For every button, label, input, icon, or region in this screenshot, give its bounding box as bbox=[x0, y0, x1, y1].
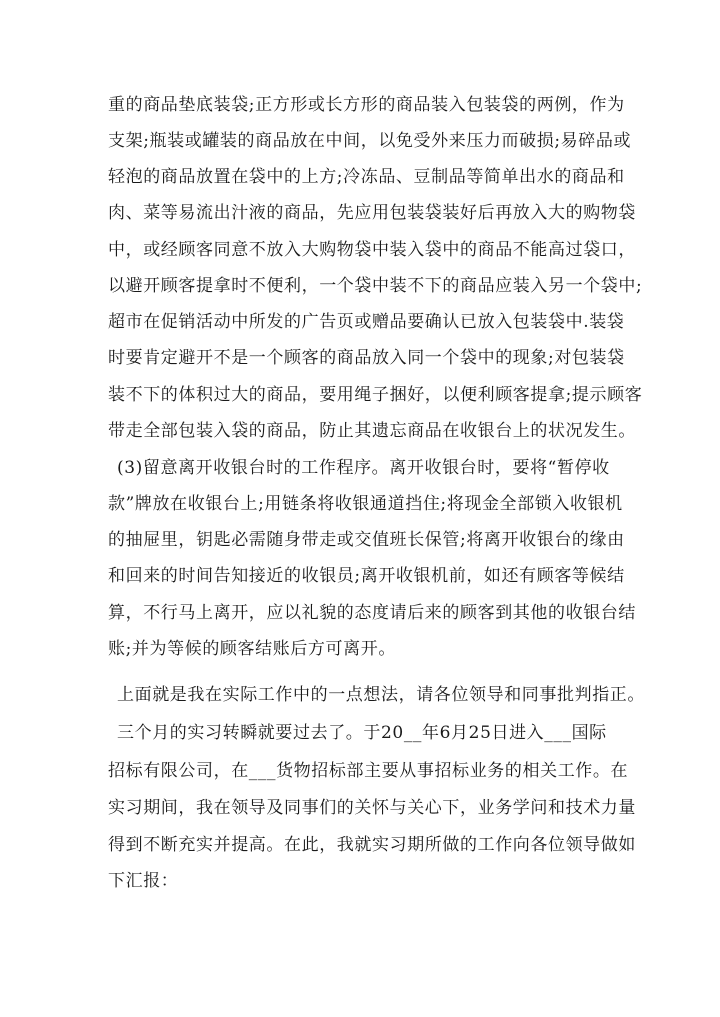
text-line: 以避开顾客提拿时不便利，一个袋中装不下的商品应装入另一个袋中; bbox=[108, 276, 643, 296]
text-line: 款”牌放在收银台上;用链条将收银通道挡住;将现金全部锁入收银机 bbox=[108, 494, 623, 514]
text-line: 实习期间，我在领导及同事们的关怀与关心下，业务学问和技术力量 bbox=[108, 798, 636, 818]
text-line: 支架;瓶装或罐装的商品放在中间，以免受外来压力而破损;易碎品或 bbox=[108, 131, 632, 151]
text-line: 中，或经顾客同意不放入大购物袋中装入袋中的商品不能高过袋口， bbox=[108, 240, 636, 260]
text-line: 算，不行马上离开，应以礼貌的态度请后来的顾客到其他的收银台结 bbox=[108, 603, 636, 623]
text-line: 装不下的体积过大的商品，要用绳子捆好，以便利顾客提拿;提示顾客 bbox=[108, 385, 643, 405]
text-line: 重的商品垫底装袋;正方形或长方形的商品装入包装袋的两例，作为 bbox=[108, 95, 625, 115]
text-line: 轻泡的商品放置在袋中的上方;冷冻品、豆制品等简单出水的商品和 bbox=[108, 167, 625, 187]
text-line: 上面就是我在实际工作中的一点想法，请各位领导和同事批判指正。 bbox=[117, 685, 645, 705]
text-line: 肉、菜等易流出汁液的商品，先应用包装袋装好后再放入大的购物袋 bbox=[108, 203, 636, 223]
text-line: 招标有限公司，在___货物招标部主要从事招标业务的相关工作。在 bbox=[108, 761, 629, 781]
text-line: 三个月的实习转瞬就要过去了。于20__年6月25日进入___国际 bbox=[117, 723, 607, 743]
text-line: 下汇报： bbox=[108, 871, 179, 891]
text-line: 得到不断充实并提高。在此，我就实习期所做的工作向各位领导做如 bbox=[108, 835, 636, 855]
text-line: 和回来的时间告知接近的收银员;离开收银机前，如还有顾客等候结 bbox=[108, 566, 625, 586]
text-line: 账;并为等候的顾客结账后方可离开。 bbox=[108, 639, 396, 659]
text-line: 的抽屉里，钥匙必需随身带走或交值班长保管;将离开收银台的缘由 bbox=[108, 530, 625, 550]
text-line: 带走全部包装入袋的商品，防止其遗忘商品在收银台上的状况发生。 bbox=[108, 421, 636, 441]
text-line: 超市在促销活动中所发的广告页或赠品要确认已放入包装袋中.装袋 bbox=[108, 312, 625, 332]
text-line: 时要肯定避开不是一个顾客的商品放入同一个袋中的现象;对包装袋 bbox=[108, 348, 625, 368]
text-line: (3)留意离开收银台时的工作程序。离开收银台时，要将“暂停收 bbox=[117, 458, 610, 478]
